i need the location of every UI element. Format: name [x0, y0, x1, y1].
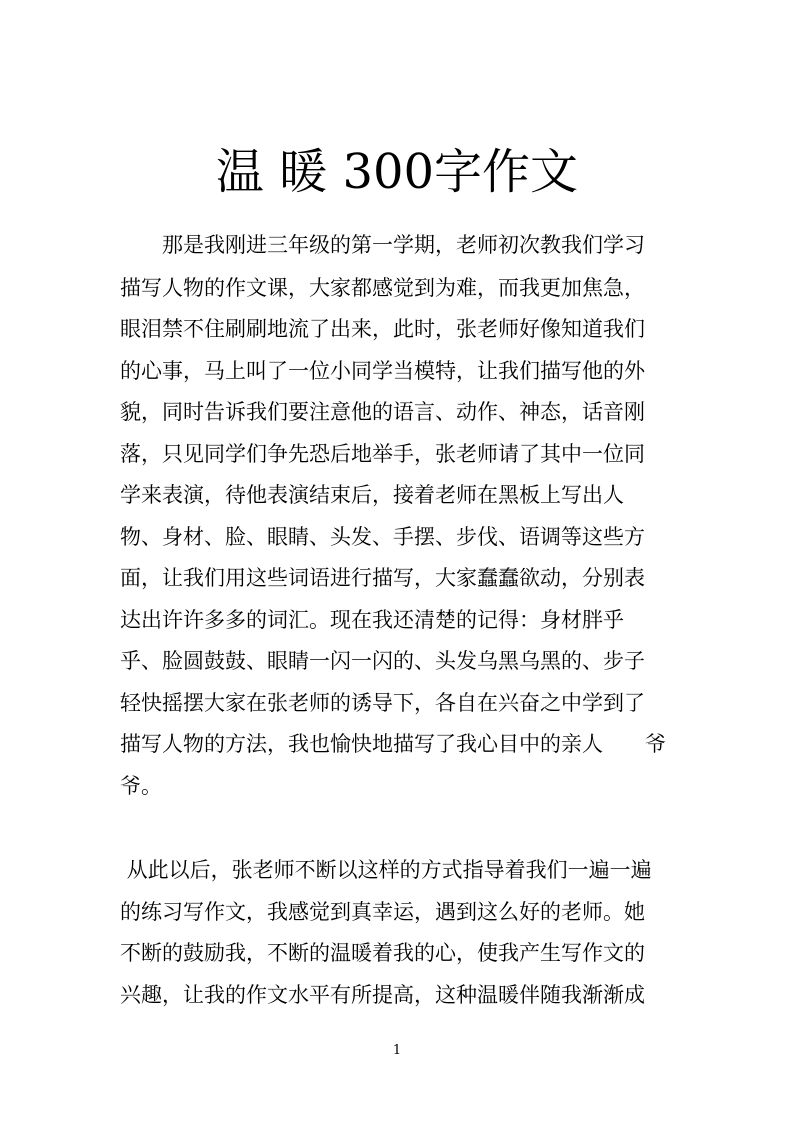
text-line: 学来表演，待他表演结束后，接着老师在黑板上写出人 — [120, 483, 624, 507]
page-number: 1 — [392, 1043, 402, 1058]
text-line: 不断的鼓励我，不断的温暖着我的心，使我产生写作文的 — [120, 941, 645, 965]
text-line: 兴趣，让我的作文水平有所提高，这种温暖伴随我渐渐成 — [120, 983, 645, 1007]
text-line: 的心事，马上叫了一位小同学当模特，让我们描写他的外 — [120, 359, 645, 383]
text-line: 描写人物的方法，我也愉快地描写了我心目中的亲人 爷 — [120, 732, 666, 756]
text-line: 从此以后，张老师不断以这样的方式指导着我们一遍一遍 — [120, 858, 652, 882]
document-title: 温 暖 300字作文 — [215, 144, 579, 200]
text-line: 落，只见同学们争先恐后地举手，张老师请了其中一位同 — [120, 442, 645, 466]
text-line: 爷。 — [120, 774, 162, 798]
text-line: 乎、脸圆鼓鼓、眼睛一闪一闪的、头发乌黑乌黑的、步子 — [120, 649, 645, 673]
text-line: 的练习写作文，我感觉到真幸运，遇到这么好的老师。她 — [120, 900, 645, 924]
text-line: 描写人物的作文课，大家都感觉到为难，而我更加焦急， — [120, 276, 645, 300]
text-line: 轻快摇摆大家在张老师的诱导下，各自在兴奋之中学到了 — [120, 691, 645, 715]
text-line: 达出许许多多的词汇。现在我还清楚的记得：身材胖乎 — [120, 608, 624, 632]
text-line: 眼泪禁不住刷刷地流了出来，此时，张老师好像知道我们 — [120, 317, 645, 341]
text-line: 面，让我们用这些词语进行描写，大家蠢蠢欲动，分别表 — [120, 566, 645, 590]
text-line: 那是我刚进三年级的第一学期，老师初次教我们学习 — [120, 233, 645, 257]
text-line: 物、身材、脸、眼睛、头发、手摆、步伐、语调等这些方 — [120, 525, 645, 549]
text-line: 貌，同时告诉我们要注意他的语言、动作、神态，话音刚 — [120, 400, 645, 424]
